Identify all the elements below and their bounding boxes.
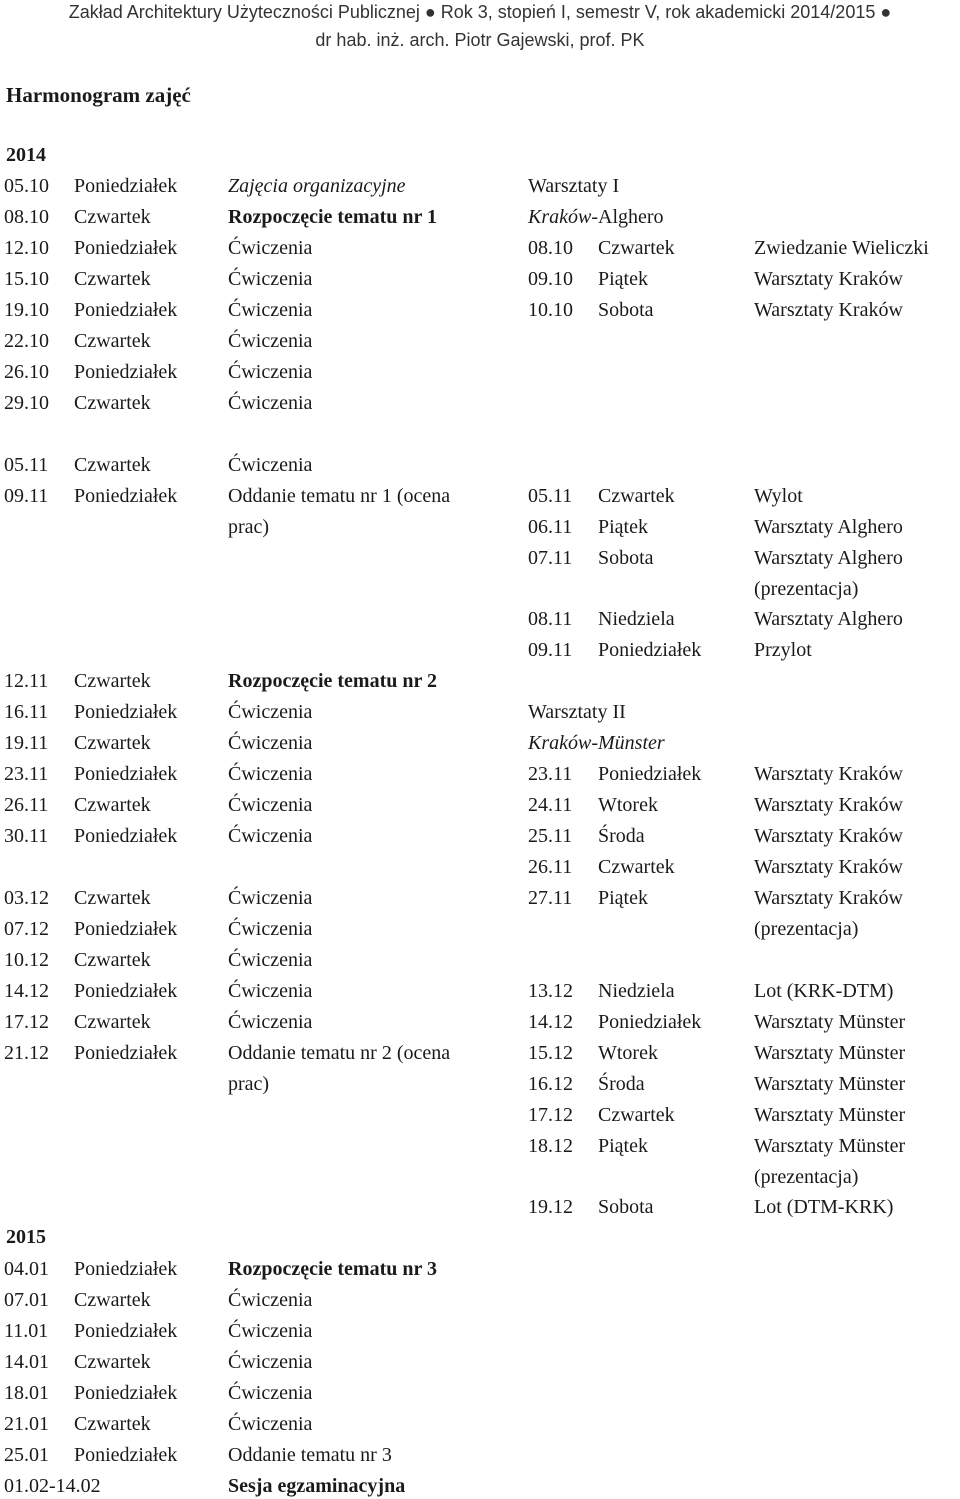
- schedule-row-desc: Ćwiczenia: [228, 980, 313, 1002]
- schedule-row-date: 07.12: [4, 918, 49, 940]
- workshop-2-row: [0, 793, 960, 817]
- workshop-2-title: Warsztaty II: [528, 701, 626, 723]
- workshop-2-row-day: Niedziela: [598, 980, 675, 1002]
- workshop-2-row-desc: Warsztaty Kraków: [754, 794, 903, 816]
- schedule-row-desc-continued: prac): [228, 1073, 270, 1095]
- workshop-1-row-day: Poniedziałek: [598, 639, 702, 661]
- workshop-2-row-date: 27.11: [528, 887, 573, 909]
- workshop-2-row-day: Czwartek: [598, 856, 675, 878]
- schedule-row-desc: Ćwiczenia: [228, 825, 313, 847]
- workshop-2-row-desc: Lot (KRK-DTM): [754, 980, 894, 1002]
- workshop-2-row: [0, 1195, 960, 1219]
- schedule-row-desc: Rozpoczęcie tematu nr 1: [228, 206, 438, 228]
- workshop-2-row-desc: Warsztaty Kraków: [754, 856, 903, 878]
- workshop-1-row-date: 08.10: [528, 237, 573, 259]
- workshop-1-row-desc: Przylot: [754, 639, 812, 661]
- page-title: Harmonogram zajęć: [6, 83, 191, 107]
- schedule-row: [0, 1474, 960, 1498]
- workshop-1-row-day: Niedziela: [598, 608, 675, 630]
- workshop-2-row: [0, 1010, 960, 1034]
- schedule-row: [0, 174, 960, 198]
- schedule-row-date: 11.01: [4, 1320, 49, 1342]
- workshop-2-row-day: Środa: [598, 825, 645, 847]
- workshop-1-row-desc: Zwiedzanie Wieliczki: [754, 237, 929, 259]
- schedule-row-date: 07.01: [4, 1289, 49, 1311]
- schedule-row-day: Poniedziałek: [74, 701, 178, 723]
- workshop-1-route-destination: -Alghero: [591, 206, 664, 228]
- schedule-row: [0, 1257, 960, 1281]
- schedule-row-desc: Oddanie tematu nr 1 (ocena: [228, 485, 451, 507]
- workshop-2-row-day: Środa: [598, 1073, 645, 1095]
- schedule-row-date: 30.11: [4, 825, 49, 847]
- schedule-row-desc-continued: prac): [228, 516, 270, 538]
- workshop-1-row-desc: Warsztaty Alghero: [754, 547, 903, 569]
- schedule-row: [0, 948, 960, 972]
- schedule-row-day: Czwartek: [74, 1289, 151, 1311]
- schedule-row-day: Poniedziałek: [74, 1258, 178, 1280]
- workshop-2-row-date: 24.11: [528, 794, 573, 816]
- workshop-1-row: [0, 515, 960, 539]
- workshop-1-row-day: Czwartek: [598, 485, 675, 507]
- workshop-2-row-date: 13.12: [528, 980, 573, 1002]
- workshop-2-row-desc: Warsztaty Münster: [754, 1135, 906, 1157]
- schedule-row-desc: Ćwiczenia: [228, 330, 313, 352]
- schedule-row-date: 26.11: [4, 794, 49, 816]
- schedule-row-desc: Ćwiczenia: [228, 454, 313, 476]
- schedule-row-day: Czwartek: [74, 794, 151, 816]
- schedule-row: [0, 329, 960, 353]
- schedule-row-desc: Ćwiczenia: [228, 794, 313, 816]
- workshop-1-row-day: Piątek: [598, 268, 648, 290]
- workshop-1-row-date: 09.10: [528, 268, 573, 290]
- workshop-2-row-day: Piątek: [598, 887, 648, 909]
- schedule-row-date: 26.10: [4, 361, 49, 383]
- schedule-row-date: 03.12: [4, 887, 49, 909]
- workshop-1-row: [0, 267, 960, 291]
- schedule-row-desc: Ćwiczenia: [228, 1289, 313, 1311]
- schedule-row-day: Poniedziałek: [74, 1042, 178, 1064]
- schedule-row-desc: Ćwiczenia: [228, 887, 313, 909]
- workshop-2-row-desc: Warsztaty Münster: [754, 1011, 906, 1033]
- schedule-row-date: 14.12: [4, 980, 49, 1002]
- schedule-row-date: 21.01: [4, 1413, 49, 1435]
- schedule-row-desc: Rozpoczęcie tematu nr 3: [228, 1258, 438, 1280]
- workshop-1-row-date: 08.11: [528, 608, 573, 630]
- schedule-row: [0, 1319, 960, 1343]
- schedule-row-date: 09.11: [4, 485, 49, 507]
- schedule-row-date: 10.12: [4, 949, 49, 971]
- workshop-1-row-date: 10.10: [528, 299, 573, 321]
- schedule-row-day: Czwartek: [74, 887, 151, 909]
- workshop-1-row-desc: Warsztaty Kraków: [754, 299, 903, 321]
- schedule-row: [0, 1350, 960, 1374]
- workshop-1-row-day: Sobota: [598, 547, 654, 569]
- schedule-row-date: 25.01: [4, 1444, 49, 1466]
- workshop-2-row-date: 19.12: [528, 1196, 573, 1218]
- workshop-1-row: [0, 298, 960, 322]
- workshop-2-row: [0, 979, 960, 1003]
- workshop-1-row-desc: Warsztaty Alghero: [754, 608, 903, 630]
- workshop-2-row: [0, 1103, 960, 1127]
- schedule-row-desc: Ćwiczenia: [228, 1351, 313, 1373]
- schedule-row-day: Poniedziałek: [74, 763, 178, 785]
- workshop-1-row-date: 06.11: [528, 516, 573, 538]
- schedule-row-desc: Ćwiczenia: [228, 1382, 313, 1404]
- workshop-2-row-desc-continued: (prezentacja): [754, 1166, 859, 1188]
- workshop-1-row-date: 09.11: [528, 639, 573, 661]
- workshop-2-row-date: 23.11: [528, 763, 573, 785]
- workshop-1-row-day: Piątek: [598, 516, 648, 538]
- workshop-2-row-desc: Warsztaty Münster: [754, 1073, 906, 1095]
- schedule-row-day: Poniedziałek: [74, 485, 178, 507]
- schedule-row-day: Czwartek: [74, 949, 151, 971]
- workshop-1-title: Warsztaty I: [528, 175, 620, 197]
- schedule-row-desc: Sesja egzaminacyjna: [228, 1475, 406, 1497]
- workshop-1-row: [0, 484, 960, 508]
- schedule-row-desc: Ćwiczenia: [228, 1320, 313, 1342]
- schedule-row-day: Czwartek: [74, 732, 151, 754]
- schedule-row-desc: Ćwiczenia: [228, 918, 313, 940]
- workshop-2-row-desc: Lot (DTM-KRK): [754, 1196, 894, 1218]
- schedule-row-date: 12.11: [4, 670, 49, 692]
- schedule-row-desc: Ćwiczenia: [228, 701, 313, 723]
- schedule-row-date: 04.01: [4, 1258, 49, 1280]
- schedule-row-desc: Oddanie tematu nr 3: [228, 1444, 392, 1466]
- year-heading-2014: 2014: [6, 144, 46, 166]
- workshop-1-row-desc-continued: (prezentacja): [754, 578, 859, 600]
- workshop-2-row: [0, 855, 960, 879]
- workshop-2-row: [0, 1134, 960, 1158]
- workshop-2-row-date: 18.12: [528, 1135, 573, 1157]
- schedule-row-date: 29.10: [4, 392, 49, 414]
- schedule-row-desc: Ćwiczenia: [228, 732, 313, 754]
- schedule-row-date: 15.10: [4, 268, 49, 290]
- workshop-2-row: [0, 824, 960, 848]
- schedule-row: [0, 731, 960, 755]
- schedule-row-date: 01.02-14.02: [4, 1475, 101, 1497]
- schedule-row-day: Czwartek: [74, 1011, 151, 1033]
- workshop-2-row-date: 16.12: [528, 1073, 573, 1095]
- workshop-1-route-origin: Kraków: [528, 206, 592, 228]
- schedule-row-day: Czwartek: [74, 206, 151, 228]
- schedule-row-desc: Ćwiczenia: [228, 392, 313, 414]
- schedule-row: [0, 205, 960, 229]
- workshop-1-row-date: 05.11: [528, 485, 573, 507]
- workshop-2-row-desc-continued: (prezentacja): [754, 918, 859, 940]
- schedule-row-date: 18.01: [4, 1382, 49, 1404]
- schedule-row-day: Czwartek: [74, 392, 151, 414]
- schedule-row-desc: Ćwiczenia: [228, 949, 313, 971]
- header-line-1: Zakład Architektury Użyteczności Publicznej ● Rok 3, stopień I, semestr V, rok akademicki 2014/2015 ●: [68, 2, 892, 22]
- schedule-row: [0, 1288, 960, 1312]
- workshop-2-row-date: 14.12: [528, 1011, 573, 1033]
- schedule-row: [0, 1443, 960, 1467]
- workshop-2-row-desc: Warsztaty Münster: [754, 1104, 906, 1126]
- schedule-row-date: 12.10: [4, 237, 49, 259]
- schedule-row-date: 05.11: [4, 454, 49, 476]
- schedule-row-date: 17.12: [4, 1011, 49, 1033]
- schedule-row-day: Poniedziałek: [74, 918, 178, 940]
- workshop-1-row-desc: Wylot: [754, 485, 803, 507]
- schedule-row-desc: Ćwiczenia: [228, 1413, 313, 1435]
- schedule-row-desc: Ćwiczenia: [228, 237, 313, 259]
- workshop-2-row-desc: Warsztaty Kraków: [754, 825, 903, 847]
- workshop-1-row-desc: Warsztaty Kraków: [754, 268, 903, 290]
- schedule-row-day: Czwartek: [74, 1351, 151, 1373]
- workshop-2-row-day: Czwartek: [598, 1104, 675, 1126]
- workshop-1-row: [0, 236, 960, 260]
- schedule-row-date: 14.01: [4, 1351, 49, 1373]
- workshop-2-route: Kraków-Münster: [528, 732, 665, 754]
- workshop-2-row: [0, 886, 960, 910]
- workshop-1-row: [0, 607, 960, 631]
- workshop-1-row-desc: Warsztaty Alghero: [754, 516, 903, 538]
- schedule-row-desc: Ćwiczenia: [228, 268, 313, 290]
- schedule-row-date: 16.11: [4, 701, 49, 723]
- schedule-row-date: 19.10: [4, 299, 49, 321]
- workshop-1-row: [0, 546, 960, 570]
- workshop-1-row-day: Czwartek: [598, 237, 675, 259]
- schedule-row-desc: Ćwiczenia: [228, 763, 313, 785]
- workshop-2-row-day: Poniedziałek: [598, 763, 702, 785]
- schedule-row: [0, 1412, 960, 1436]
- schedule-row-day: Czwartek: [74, 454, 151, 476]
- schedule-row-day: Poniedziałek: [74, 175, 178, 197]
- workshop-1-row-date: 07.11: [528, 547, 573, 569]
- schedule-row-desc: Ćwiczenia: [228, 299, 313, 321]
- workshop-2-row-date: 15.12: [528, 1042, 573, 1064]
- workshop-2-row-desc: Warsztaty Kraków: [754, 763, 903, 785]
- schedule-row-desc: Rozpoczęcie tematu nr 2: [228, 670, 438, 692]
- year-heading-2015: 2015: [6, 1226, 46, 1248]
- schedule-row-day: Poniedziałek: [74, 361, 178, 383]
- schedule-row-day: Poniedziałek: [74, 1444, 178, 1466]
- workshop-1-row: [0, 638, 960, 662]
- schedule-row: [0, 700, 960, 724]
- schedule-row-date: 21.12: [4, 1042, 49, 1064]
- header-line-2: dr hab. inż. arch. Piotr Gajewski, prof. PK: [315, 30, 645, 50]
- schedule-row-desc: Ćwiczenia: [228, 1011, 313, 1033]
- schedule-row-day: Czwartek: [74, 670, 151, 692]
- workshop-2-row: [0, 1041, 960, 1065]
- schedule-row-date: 23.11: [4, 763, 49, 785]
- schedule-row-day: Czwartek: [74, 1413, 151, 1435]
- schedule-row-day: Poniedziałek: [74, 237, 178, 259]
- schedule-row-desc: Ćwiczenia: [228, 361, 313, 383]
- schedule-row-day: Poniedziałek: [74, 1382, 178, 1404]
- schedule-row-day: Poniedziałek: [74, 825, 178, 847]
- schedule-row-desc: Oddanie tematu nr 2 (ocena: [228, 1042, 451, 1064]
- schedule-row: [0, 669, 960, 693]
- schedule-row-date: 22.10: [4, 330, 49, 352]
- schedule-row: [0, 1381, 960, 1405]
- workshop-2-row-day: Wtorek: [598, 1042, 658, 1064]
- workshop-2-row: [0, 1072, 960, 1096]
- schedule-row-day: Czwartek: [74, 268, 151, 290]
- schedule-row: [0, 453, 960, 477]
- workshop-2-row-day: Sobota: [598, 1196, 654, 1218]
- schedule-row-date: 19.11: [4, 732, 49, 754]
- workshop-2-row-date: 25.11: [528, 825, 573, 847]
- workshop-2-row-day: Piątek: [598, 1135, 648, 1157]
- workshop-2-row: [0, 762, 960, 786]
- workshop-2-row-date: 26.11: [528, 856, 573, 878]
- workshop-2-row-day: Poniedziałek: [598, 1011, 702, 1033]
- schedule-row: [0, 391, 960, 415]
- schedule-row-date: 08.10: [4, 206, 49, 228]
- workshop-1-row-day: Sobota: [598, 299, 654, 321]
- schedule-row-day: Poniedziałek: [74, 1320, 178, 1342]
- schedule-row-day: Poniedziałek: [74, 980, 178, 1002]
- schedule-row-desc: Zajęcia organizacyjne: [228, 175, 406, 197]
- workshop-2-row-day: Wtorek: [598, 794, 658, 816]
- schedule-row: [0, 360, 960, 384]
- schedule-row-date: 05.10: [4, 175, 49, 197]
- workshop-2-row-desc: Warsztaty Münster: [754, 1042, 906, 1064]
- schedule-row-day: Czwartek: [74, 330, 151, 352]
- workshop-2-row-desc: Warsztaty Kraków: [754, 887, 903, 909]
- workshop-2-row-date: 17.12: [528, 1104, 573, 1126]
- schedule-row-day: Poniedziałek: [74, 299, 178, 321]
